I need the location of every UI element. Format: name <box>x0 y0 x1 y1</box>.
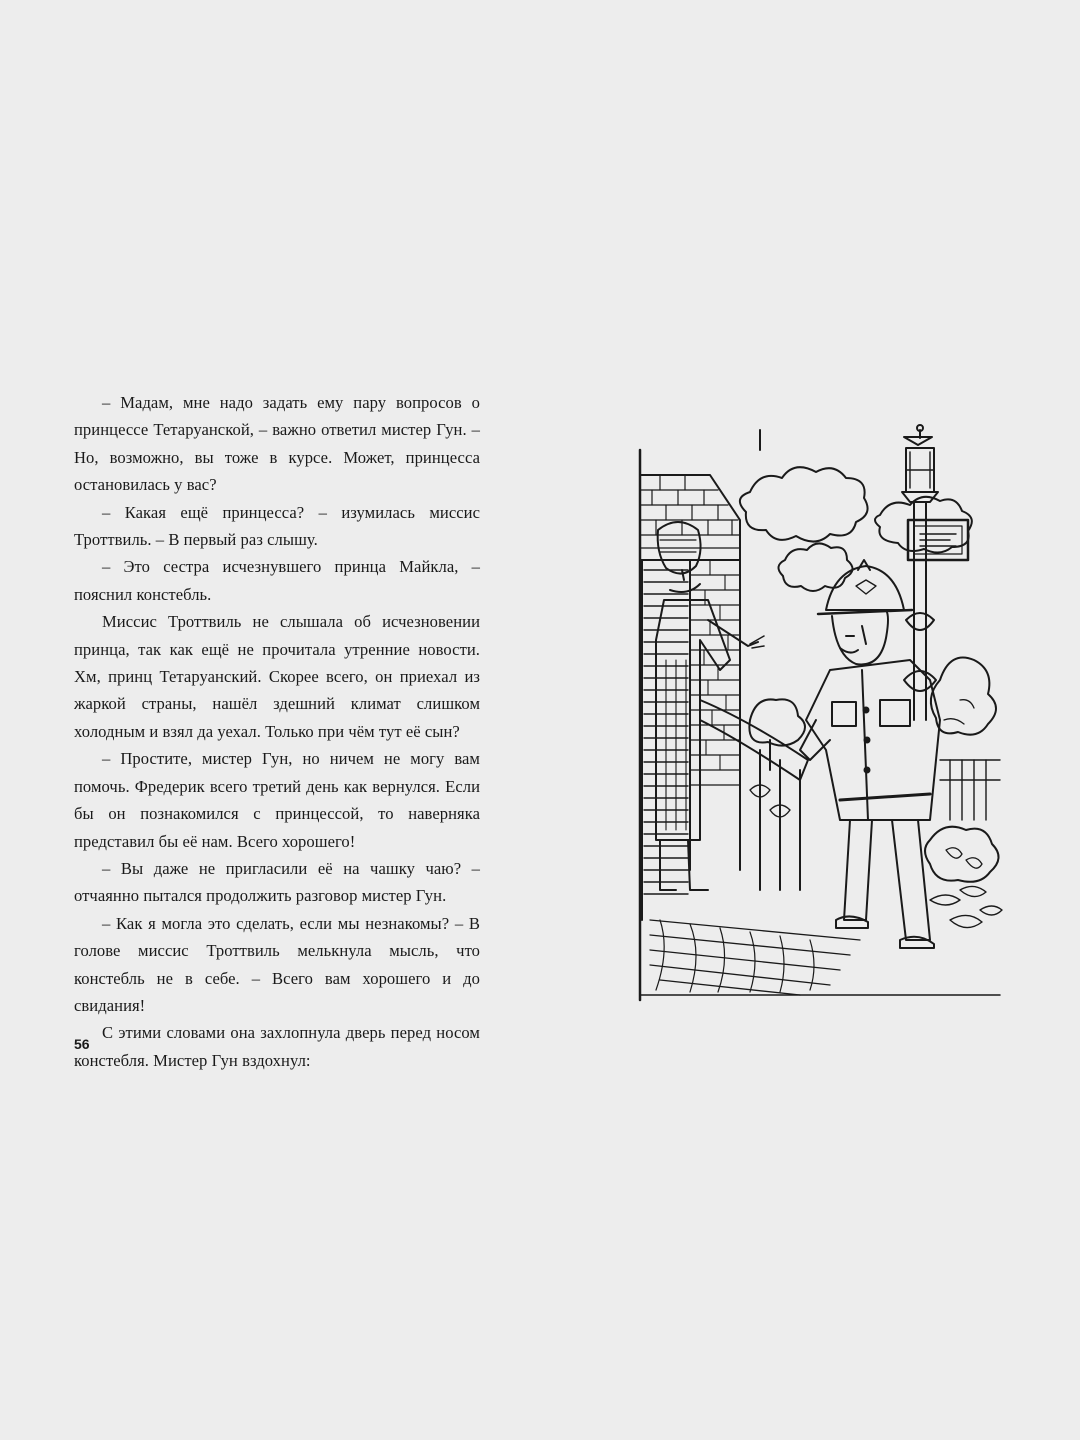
paragraph: – Это сестра исчезнувшего принца Майкла, – пояснил констебль. <box>74 557 480 604</box>
paragraph: – Вы даже не пригласили её на чашку чаю? – отчаянно пытался продолжить разговор мистер Гун. <box>74 858 480 906</box>
paragraph: Миссис Троттвиль не слышала об исчезновении принца, так как ещё не прочитала утренние новости. Хм, принц Тетаруанский. Скорее всего, он приехал из жаркой страны, нашёл здешний климат слишком холодным и взял да уехал. Только при чём тут её сын? <box>74 612 480 741</box>
paragraph: – Какая ещё принцесса? – изумилась миссис Троттвиль. – В первый раз слышу. <box>74 502 480 550</box>
paragraph: – Мадам, мне надо задать ему пару вопросов о принцессе Тетаруанской, – важно ответил мистер Гун. – Но, возможно, вы тоже в курсе. Может, принцесса остановилась у вас? <box>74 393 480 495</box>
paragraph: – Простите, мистер Гун, но ничем не могу вам помочь. Фредерик всего третий день как вернулся. Если бы он познакомился с принцессой, то наверняка представил бы её нам. Всего хорошего! <box>74 749 480 851</box>
illustration-constable-at-door <box>600 420 1020 1005</box>
text-column <box>74 389 480 1074</box>
paragraph: – Как я могла это сделать, если мы незнакомы? – В голове миссис Троттвиль мелькнула мысль, что констебль не в себе. – Всего вам хорошего и до свидания! <box>74 913 480 1015</box>
page-number: 56 <box>74 1036 90 1052</box>
paragraph: С этими словами она захлопнула дверь перед носом констебля. Мистер Гун вздохнул: <box>74 1023 480 1070</box>
